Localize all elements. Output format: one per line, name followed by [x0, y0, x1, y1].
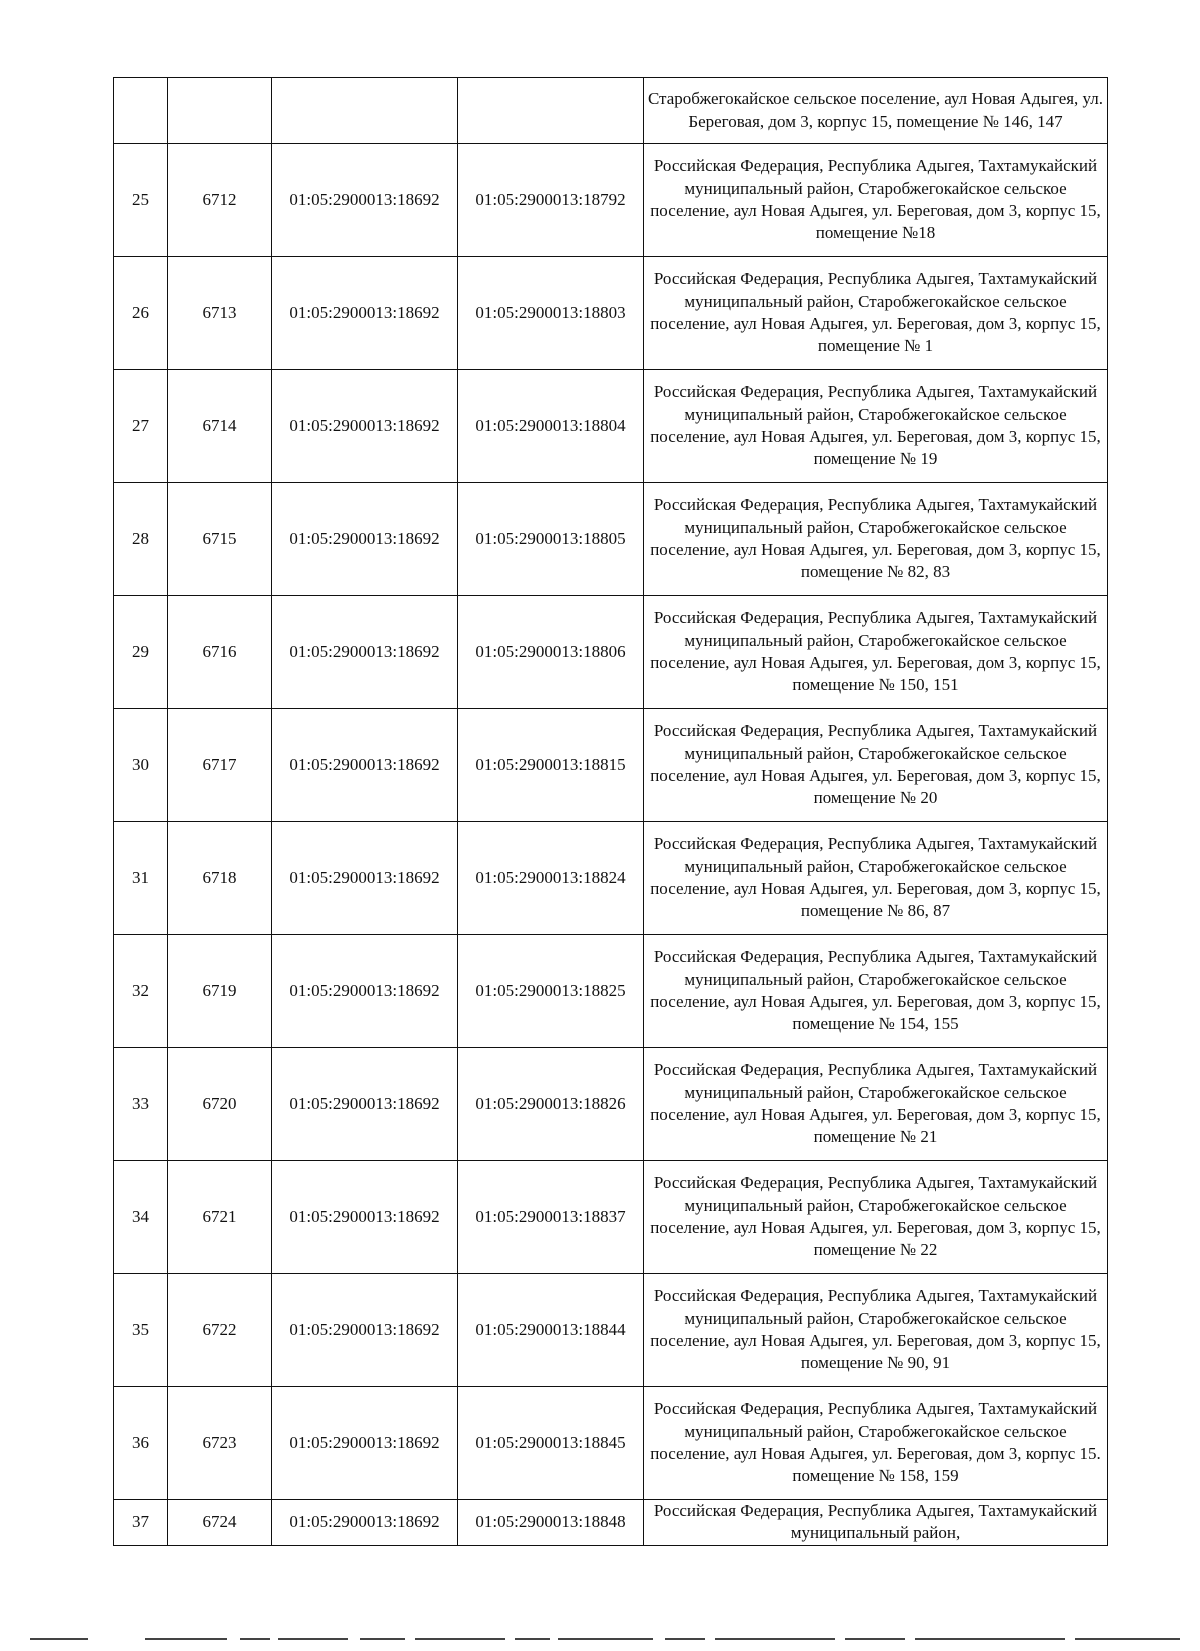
cell-parent-cadastral: 01:05:2900013:18692 [272, 596, 458, 709]
cell-cadastral: 01:05:2900013:18815 [458, 709, 644, 822]
cell-address: Российская Федерация, Республика Адыгея, Тахтамукайский муниципальный район, Старобжегокайское сельское поселение, аул Новая Адыгея, ул. Береговая, дом 3, корпус 15, помещение № 154, 155 [644, 935, 1108, 1048]
cell-id: 6713 [168, 257, 272, 370]
cell-id: 6715 [168, 483, 272, 596]
cell-address: Российская Федерация, Республика Адыгея, Тахтамукайский муниципальный район, [644, 1500, 1108, 1546]
table-row-continued [114, 78, 1108, 144]
cell-address: Российская Федерация, Республика Адыгея, Тахтамукайский муниципальный район, Старобжегокайское сельское поселение, аул Новая Адыгея, ул. Береговая, дом 3, корпус 15, помещение № 22 [644, 1161, 1108, 1274]
cell-id: 6716 [168, 596, 272, 709]
cell-cadastral: 01:05:2900013:18806 [458, 596, 644, 709]
table-row [114, 709, 1108, 822]
cell-num: 36 [114, 1387, 168, 1500]
cell-id: 6720 [168, 1048, 272, 1161]
cell-id: 6712 [168, 144, 272, 257]
cell-num: 35 [114, 1274, 168, 1387]
table-row [114, 1500, 1108, 1546]
cell-parent-cadastral: 01:05:2900013:18692 [272, 1387, 458, 1500]
cell-id: 6724 [168, 1500, 272, 1546]
cell-id: 6714 [168, 370, 272, 483]
cell-address: Российская Федерация, Республика Адыгея, Тахтамукайский муниципальный район, Старобжегокайское сельское поселение, аул Новая Адыгея, ул. Береговая, дом 3, корпус 15, помещение № 82, 83 [644, 483, 1108, 596]
cell-address: Российская Федерация, Республика Адыгея, Тахтамукайский муниципальный район, Старобжегокайское сельское поселение, аул Новая Адыгея, ул. Береговая, дом 3, корпус 15, помещение № 19 [644, 370, 1108, 483]
cell-address: Российская Федерация, Республика Адыгея, Тахтамукайский муниципальный район, Старобжегокайское сельское поселение, аул Новая Адыгея, ул. Береговая, дом 3, корпус 15, помещение № 21 [644, 1048, 1108, 1161]
cell-num [114, 78, 168, 144]
cell-cadastral [458, 78, 644, 144]
cell-parent-cadastral: 01:05:2900013:18692 [272, 257, 458, 370]
cell-parent-cadastral: 01:05:2900013:18692 [272, 1274, 458, 1387]
cell-cadastral: 01:05:2900013:18804 [458, 370, 644, 483]
cell-id [168, 78, 272, 144]
cell-num: 37 [114, 1500, 168, 1546]
cell-address: Российская Федерация, Республика Адыгея, Тахтамукайский муниципальный район, Старобжегокайское сельское поселение, аул Новая Адыгея, ул. Береговая, дом 3, корпус 15. помещение № 158, 159 [644, 1387, 1108, 1500]
cell-id: 6719 [168, 935, 272, 1048]
cell-parent-cadastral: 01:05:2900013:18692 [272, 483, 458, 596]
cell-num: 29 [114, 596, 168, 709]
cell-cadastral: 01:05:2900013:18803 [458, 257, 644, 370]
footer-scan-marks [30, 1638, 1180, 1642]
cell-cadastral: 01:05:2900013:18824 [458, 822, 644, 935]
table-row [114, 257, 1108, 370]
table-row [114, 1387, 1108, 1500]
cell-id: 6717 [168, 709, 272, 822]
table-row [114, 1161, 1108, 1274]
cell-id: 6723 [168, 1387, 272, 1500]
cell-parent-cadastral: 01:05:2900013:18692 [272, 370, 458, 483]
table-row [114, 935, 1108, 1048]
cell-num: 30 [114, 709, 168, 822]
cell-parent-cadastral: 01:05:2900013:18692 [272, 144, 458, 257]
cell-address: Российская Федерация, Республика Адыгея, Тахтамукайский муниципальный район, Старобжегокайское сельское поселение, аул Новая Адыгея, ул. Береговая, дом 3, корпус 15, помещение № 1 [644, 257, 1108, 370]
cell-address: Старобжегокайское сельское поселение, аул Новая Адыгея, ул. Береговая, дом 3, корпус 15, помещение № 146, 147 [644, 78, 1108, 144]
cell-num: 27 [114, 370, 168, 483]
cell-cadastral: 01:05:2900013:18844 [458, 1274, 644, 1387]
cell-cadastral: 01:05:2900013:18792 [458, 144, 644, 257]
cell-address: Российская Федерация, Республика Адыгея, Тахтамукайский муниципальный район, Старобжегокайское сельское поселение, аул Новая Адыгея, ул. Береговая, дом 3, корпус 15, помещение № 90, 91 [644, 1274, 1108, 1387]
cell-parent-cadastral [272, 78, 458, 144]
table-row [114, 483, 1108, 596]
cell-cadastral: 01:05:2900013:18837 [458, 1161, 644, 1274]
cell-cadastral: 01:05:2900013:18845 [458, 1387, 644, 1500]
cell-parent-cadastral: 01:05:2900013:18692 [272, 1161, 458, 1274]
cell-address: Российская Федерация, Республика Адыгея, Тахтамукайский муниципальный район, Старобжегокайское сельское поселение, аул Новая Адыгея, ул. Береговая, дом 3, корпус 15, помещение № 86, 87 [644, 822, 1108, 935]
cell-parent-cadastral: 01:05:2900013:18692 [272, 709, 458, 822]
cell-num: 31 [114, 822, 168, 935]
cell-num: 25 [114, 144, 168, 257]
table-row [114, 1048, 1108, 1161]
cell-parent-cadastral: 01:05:2900013:18692 [272, 1500, 458, 1546]
table-row [114, 1274, 1108, 1387]
cell-parent-cadastral: 01:05:2900013:18692 [272, 822, 458, 935]
cell-parent-cadastral: 01:05:2900013:18692 [272, 935, 458, 1048]
table-row [114, 370, 1108, 483]
cell-address: Российская Федерация, Республика Адыгея, Тахтамукайский муниципальный район, Старобжегокайское сельское поселение, аул Новая Адыгея, ул. Береговая, дом 3, корпус 15, помещение № 150, 151 [644, 596, 1108, 709]
cell-num: 28 [114, 483, 168, 596]
cell-num: 33 [114, 1048, 168, 1161]
cadastral-table [113, 77, 1108, 1546]
table-row [114, 822, 1108, 935]
table-row [114, 144, 1108, 257]
cell-num: 26 [114, 257, 168, 370]
table-row [114, 596, 1108, 709]
cell-num: 32 [114, 935, 168, 1048]
cell-cadastral: 01:05:2900013:18825 [458, 935, 644, 1048]
cell-cadastral: 01:05:2900013:18848 [458, 1500, 644, 1546]
cell-parent-cadastral: 01:05:2900013:18692 [272, 1048, 458, 1161]
cell-id: 6722 [168, 1274, 272, 1387]
cell-address: Российская Федерация, Республика Адыгея, Тахтамукайский муниципальный район, Старобжегокайское сельское поселение, аул Новая Адыгея, ул. Береговая, дом 3, корпус 15, помещение №18 [644, 144, 1108, 257]
cell-cadastral: 01:05:2900013:18805 [458, 483, 644, 596]
cell-id: 6718 [168, 822, 272, 935]
cell-cadastral: 01:05:2900013:18826 [458, 1048, 644, 1161]
cell-address: Российская Федерация, Республика Адыгея, Тахтамукайский муниципальный район, Старобжегокайское сельское поселение, аул Новая Адыгея, ул. Береговая, дом 3, корпус 15, помещение № 20 [644, 709, 1108, 822]
cell-num: 34 [114, 1161, 168, 1274]
cell-id: 6721 [168, 1161, 272, 1274]
